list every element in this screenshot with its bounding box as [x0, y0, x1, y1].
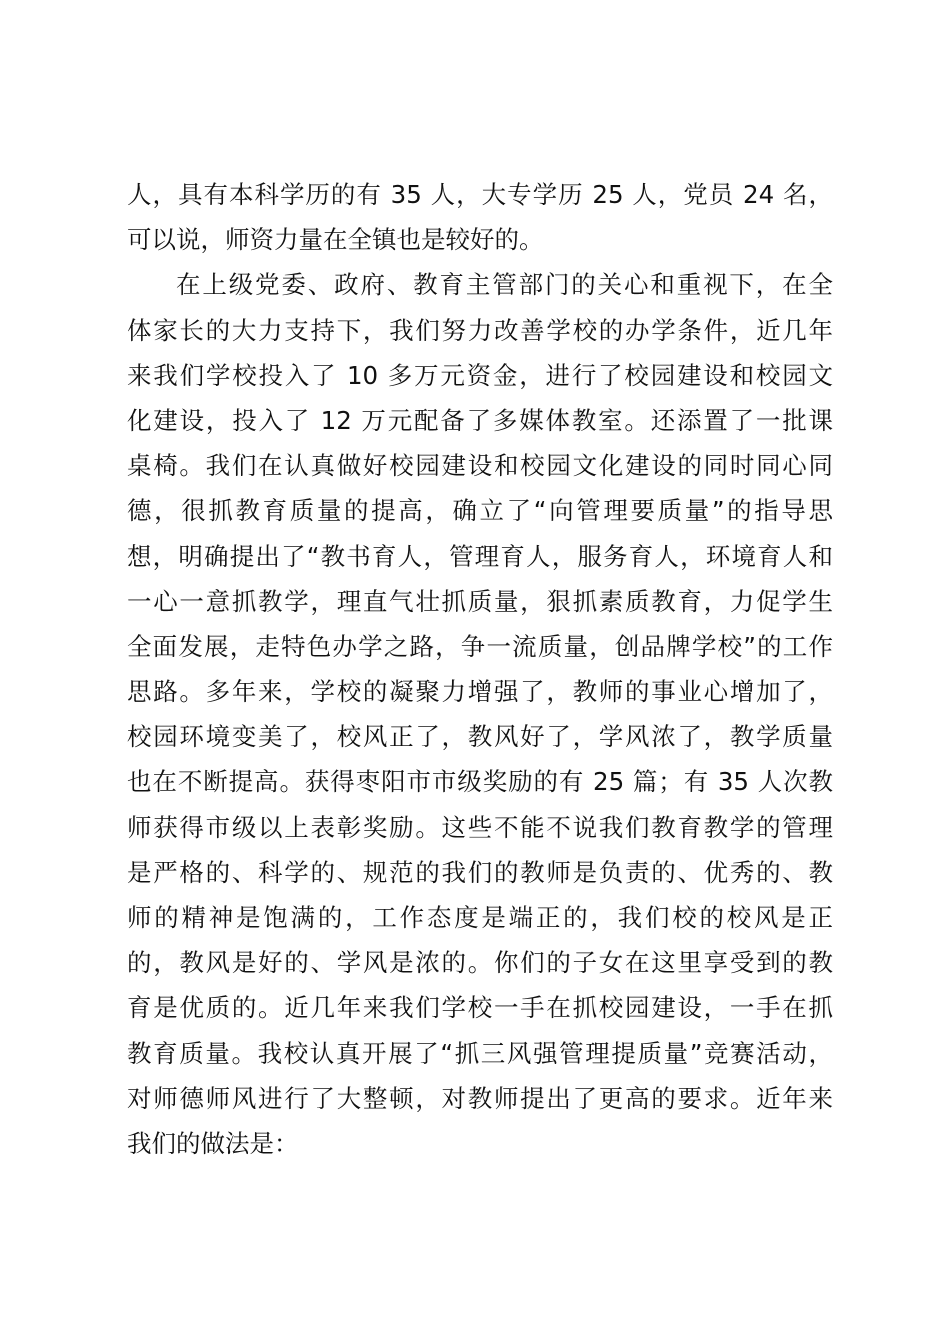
text-line: 思路。多年来，学校的凝聚力增强了，教师的事业心增加了， — [127, 677, 833, 707]
paragraph-2 — [127, 262, 833, 1166]
text-line: 桌椅。我们在认真做好校园建设和校园文化建设的同时同心同 — [127, 451, 833, 481]
text-line: 育是优质的。近几年来我们学校一手在抓校园建设，一手在抓 — [127, 993, 833, 1023]
text-line: 师的精神是饱满的，工作态度是端正的，我们校的校风是正 — [127, 903, 833, 932]
text-line: 对师德师风进行了大整顿，对教师提出了更高的要求。近年来 — [127, 1083, 833, 1113]
text-line: 人，具有本科学历的有 35 人，大专学历 25 人，党员 24 名， — [127, 180, 833, 209]
text-line: 体家长的大力支持下，我们努力改善学校的办学条件，近几年 — [127, 315, 833, 345]
text-line: 化建设，投入了 12 万元配备了多媒体教室。还添置了一批课 — [127, 405, 833, 435]
body-text — [127, 172, 833, 1166]
text-line: 想，明确提出了“教书育人，管理育人，服务育人，环境育人和 — [127, 541, 833, 571]
text-line: 全面发展，走特色办学之路，争一流质量，创品牌学校”的工作 — [127, 631, 833, 661]
text-line: 来我们学校投入了 10 多万元资金，进行了校园建设和校园文 — [127, 360, 833, 390]
paragraph-1 — [127, 172, 833, 262]
text-line: 校园环境变美了，校风正了，教风好了，学风浓了，教学质量 — [127, 722, 833, 752]
text-line: 的，教风是好的、学风是浓的。你们的子女在这里享受到的教 — [127, 948, 833, 978]
text-line: 教育质量。我校认真开展了“抓三风强管理提质量”竞赛活动， — [127, 1038, 833, 1068]
text-line-indented: 在上级党委、政府、教育主管部门的关心和重视下，在全 — [176, 270, 833, 300]
text-line: 可以说，师资力量在全镇也是较好的。 — [127, 225, 544, 255]
text-line: 是严格的、科学的、规范的我们的教师是负责的、优秀的、教 — [127, 857, 833, 887]
text-line: 一心一意抓教学，理直气壮抓质量，狠抓素质教育，力促学生 — [127, 586, 833, 616]
text-line: 我们的做法是： — [127, 1128, 299, 1158]
text-line: 师获得市级以上表彰奖励。这些不能不说我们教育教学的管理 — [127, 812, 833, 842]
text-line: 德，很抓教育质量的提高，确立了“向管理要质量”的指导思 — [127, 496, 833, 526]
text-line: 也在不断提高。获得枣阳市市级奖励的有 25 篇；有 35 人次教 — [127, 767, 833, 797]
